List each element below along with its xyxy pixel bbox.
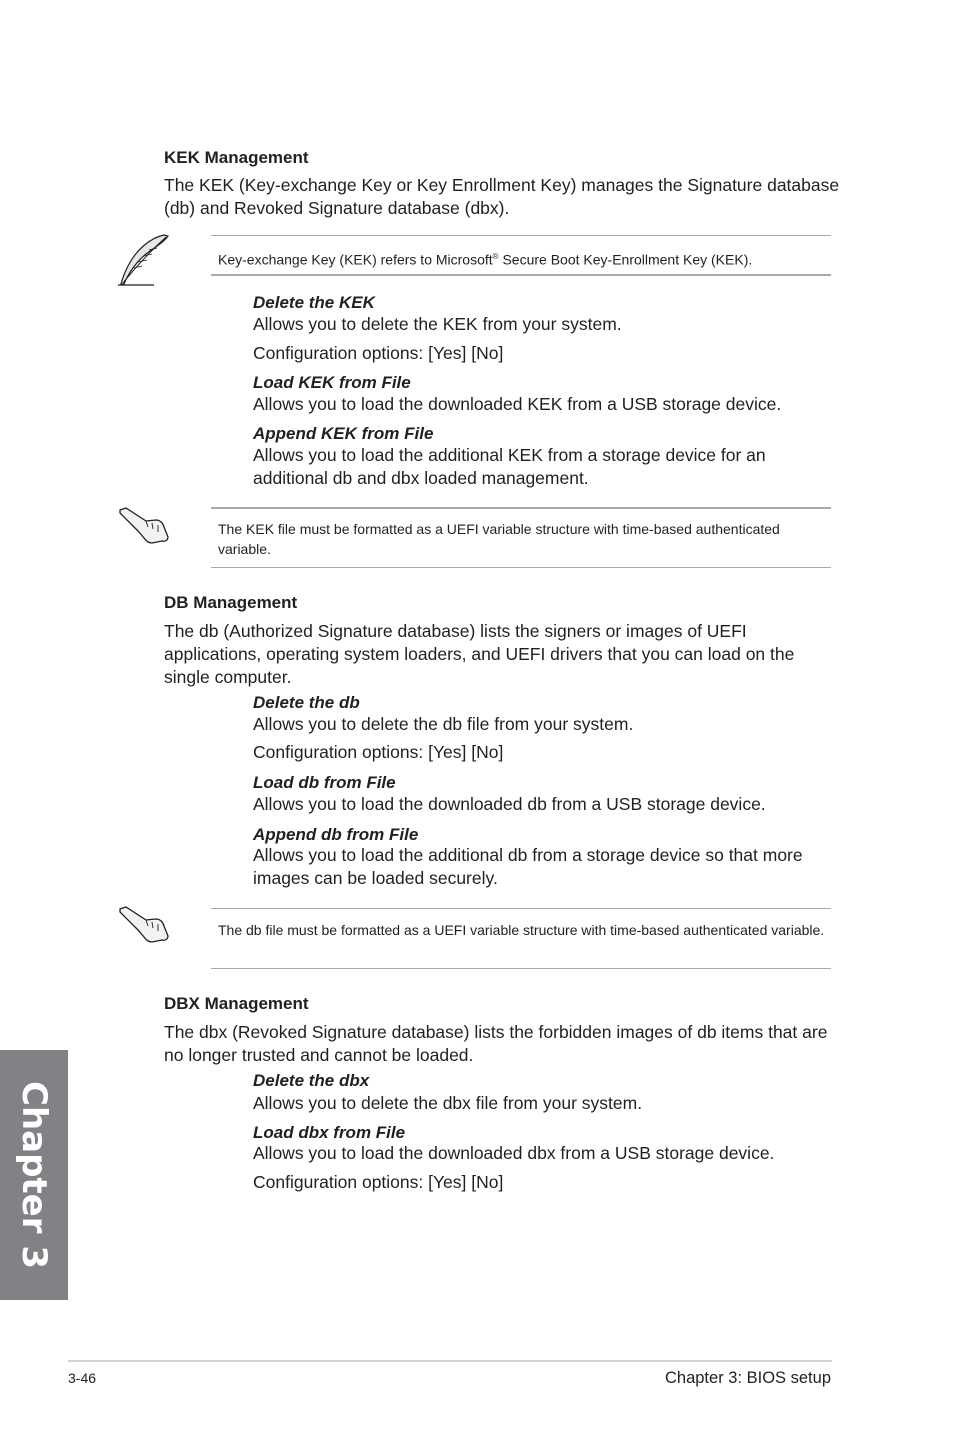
dbx-item-config: Configuration options: [Yes] [No] (253, 1172, 504, 1192)
db-item-config: Configuration options: [Yes] [No] (253, 742, 504, 762)
kek-file-note: The KEK file must be formatted as a UEFI variable structure with time-based authenticated variable. (218, 521, 780, 557)
note-top-rule (211, 507, 831, 509)
dbx-heading: DBX Management (164, 994, 309, 1013)
note-top-rule (211, 235, 831, 236)
dbx-item-desc: Allows you to load the downloaded dbx from a USB storage device. (253, 1143, 775, 1163)
page-number: 3-46 (68, 1370, 97, 1386)
kek-item-title: Delete the KEK (253, 293, 375, 312)
db-item-title: Delete the db (253, 693, 360, 712)
kek-item-desc: Allows you to load the additional KEK from a storage device for an additional db and dbx loaded management. (253, 445, 766, 488)
note-bottom-rule (211, 567, 831, 568)
db-item-title: Append db from File (253, 825, 419, 844)
kek-item-config: Configuration options: [Yes] [No] (253, 343, 504, 363)
db-item-title: Load db from File (253, 773, 396, 792)
pointing-hand-icon (116, 505, 172, 545)
db-item-desc: Allows you to load the additional db from a storage device so that more images can be loaded securely. (253, 845, 803, 888)
db-file-note: The db file must be formatted as a UEFI variable structure with time-based authenticated variable. (218, 922, 825, 938)
db-description: The db (Authorized Signature database) lists the signers or images of UEFI applications, operating system loaders, and UEFI drivers that you can load on the single computer. (164, 621, 795, 687)
db-item-desc: Allows you to load the downloaded db from a USB storage device. (253, 794, 766, 814)
pointing-hand-icon (116, 904, 172, 944)
kek-description: The KEK (Key-exchange Key or Key Enrollment Key) manages the Signature database (db) and Revoked Signature database (dbx). (164, 175, 840, 218)
footer-rule (68, 1360, 832, 1362)
kek-item-title: Load KEK from File (253, 373, 411, 392)
kek-item-desc: Allows you to delete the KEK from your system. (253, 314, 622, 334)
note-top-rule (211, 908, 831, 909)
note-bottom-rule (211, 274, 831, 276)
kek-item-title: Append KEK from File (253, 424, 434, 443)
footer-chapter-title: Chapter 3: BIOS setup (664, 1369, 831, 1387)
kek-heading: KEK Management (164, 148, 309, 167)
chapter-side-tab-label: Chapter 3 (14, 1080, 54, 1270)
dbx-description: The dbx (Revoked Signature database) lists the forbidden images of db items that are no longer trusted and cannot be loaded. (164, 1022, 828, 1065)
note-bottom-rule (211, 968, 831, 969)
dbx-item-title: Delete the dbx (253, 1071, 370, 1090)
feather-note-icon (114, 232, 174, 288)
db-heading: DB Management (164, 593, 298, 612)
kek-note-text: Key-exchange Key (KEK) refers to Microsoft® Secure Boot Key-Enrollment Key (KEK). (218, 251, 753, 268)
dbx-item-desc: Allows you to delete the dbx file from your system. (253, 1093, 643, 1113)
dbx-item-title: Load dbx from File (253, 1123, 406, 1142)
kek-item-desc: Allows you to load the downloaded KEK from a USB storage device. (253, 394, 782, 414)
db-item-desc: Allows you to delete the db file from your system. (253, 714, 634, 734)
